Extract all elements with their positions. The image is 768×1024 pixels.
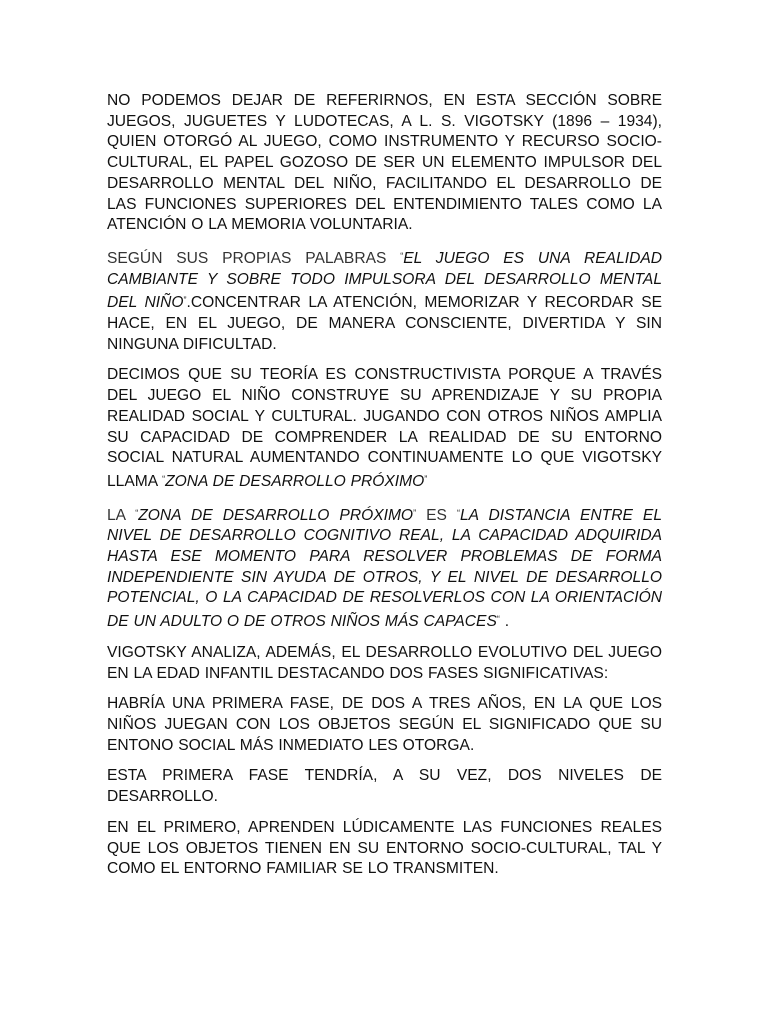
quote-mark: ” [424, 473, 428, 484]
paragraph-3 [107, 365, 662, 492]
paragraph-7: ESTA PRIMERA FASE TENDRÍA, A SU VEZ, DOS NIVELES DE DESARROLLO. [107, 767, 662, 806]
quote-mark: ” [413, 507, 417, 518]
quote-mark: “ [162, 473, 166, 484]
paragraph-8: EN EL PRIMERO, APRENDEN LÚDICAMENTE LAS FUNCIONES REALES QUE LOS OBJETOS TIENEN EN SU ENTORNO SOCIO-CULTURAL, TAL Y COMO EL ENTORNO FAMILIAR SE LO TRANSMITEN. [107, 818, 662, 878]
paragraph-2 [107, 246, 662, 356]
paragraph-3-text: DECIMOS QUE SU TEORÍA ES CONSTRUCTIVISTA PORQUE A TRAVÉS DEL JUEGO EL NIÑO CONSTRUYE SU APRENDIZAJE Y SU PROPIA REALIDAD SOCIAL Y CULTURAL. JUGANDO CON OTROS NIÑOS AMPLIA SU CAPACIDAD DE COMPRENDER LA REALIDAD DE SU ENTORNO SOCIAL NATURAL AUMENTANDO CONTINUAMENTE LO QUE VIGOTSKY LLAMA [107, 366, 662, 490]
paragraph-4-end: . [499, 613, 510, 631]
paragraph-2-lead: SEGÚN SUS PROPIAS PALABRAS [107, 249, 401, 267]
quote-mark: “ [496, 614, 500, 625]
zdp-definition: LA DISTANCIA ENTRE EL NIVEL DE DESARROLLO COGNITIVO REAL, LA CAPACIDAD ADQUIRIDA HASTA ESE MOMENTO PARA RESOLVER PROBLEMAS DE FORMA INDEPENDIENTE SIN AYUDA DE OTROS, Y EL NIVEL DE DESARROLLO POTENCIAL, O LA CAPACIDAD DE RESOLVERLOS CON LA ORIENTACIÓN DE UN ADULTO O DE OTROS NIÑOS MÁS CAPACES [107, 506, 663, 631]
paragraph-4-mid: ES [416, 506, 457, 524]
paragraph-4-lead: LA [107, 506, 136, 524]
paragraph-2-rest: .CONCENTRAR LA ATENCIÓN, MEMORIZAR Y RECORDAR SE HACE, EN EL JUEGO, DE MANERA CONSCIENTE, DIVERTIDA Y SIN NINGUNA DIFICULTAD. [107, 294, 662, 353]
paragraph-1: NO PODEMOS DEJAR DE REFERIRNOS, EN ESTA SECCIÓN SOBRE JUEGOS, JUGUETES Y LUDOTECAS, A L. S. VIGOTSKY (1896 – 1934), QUIEN OTORGÓ AL JUEGO, COMO INSTRUMENTO Y RECURSO SOCIO-CULTURAL, EL PAPEL GOZOSO DE SER UN ELEMENTO IMPULSOR DEL DESARROLLO MENTAL DEL NIÑO, FACILITANDO EL DESARROLLO DE LAS FUNCIONES SUPERIORES DEL ENTENDIMIENTO TALES COMO LA ATENCIÓN O LA MEMORIA VOLUNTARIA. [107, 92, 662, 234]
zdp-term: ZONA DE DESARROLLO PRÓXIMO [165, 472, 425, 490]
zdp-term: ZONA DE DESARROLLO PRÓXIMO [138, 506, 414, 524]
quote-mark: “ [456, 507, 460, 518]
paragraph-5: VIGOTSKY ANALIZA, ADEMÁS, EL DESARROLLO EVOLUTIVO DEL JUEGO EN LA EDAD INFANTIL DESTACANDO DOS FASES SIGNIFICATIVAS: [107, 643, 662, 682]
quote-mark: “ [400, 250, 404, 261]
quote-mark: “ [135, 507, 139, 518]
paragraph-4 [107, 503, 662, 633]
vigotsky-quote: EL JUEGO ES UNA REALIDAD CAMBIANTE Y SOBRE TODO IMPULSORA DEL DESARROLLO MENTAL DEL NIÑO [107, 249, 662, 312]
quote-mark: ” [183, 295, 187, 306]
paragraph-6: HABRÍA UNA PRIMERA FASE, DE DOS A TRES AÑOS, EN LA QUE LOS NIÑOS JUEGAN CON LOS OBJETOS SEGÚN EL SIGNIFICADO QUE SU ENTONO SOCIAL MÁS INMEDIATO LES OTORGA. [107, 695, 662, 754]
document-page [107, 91, 662, 890]
